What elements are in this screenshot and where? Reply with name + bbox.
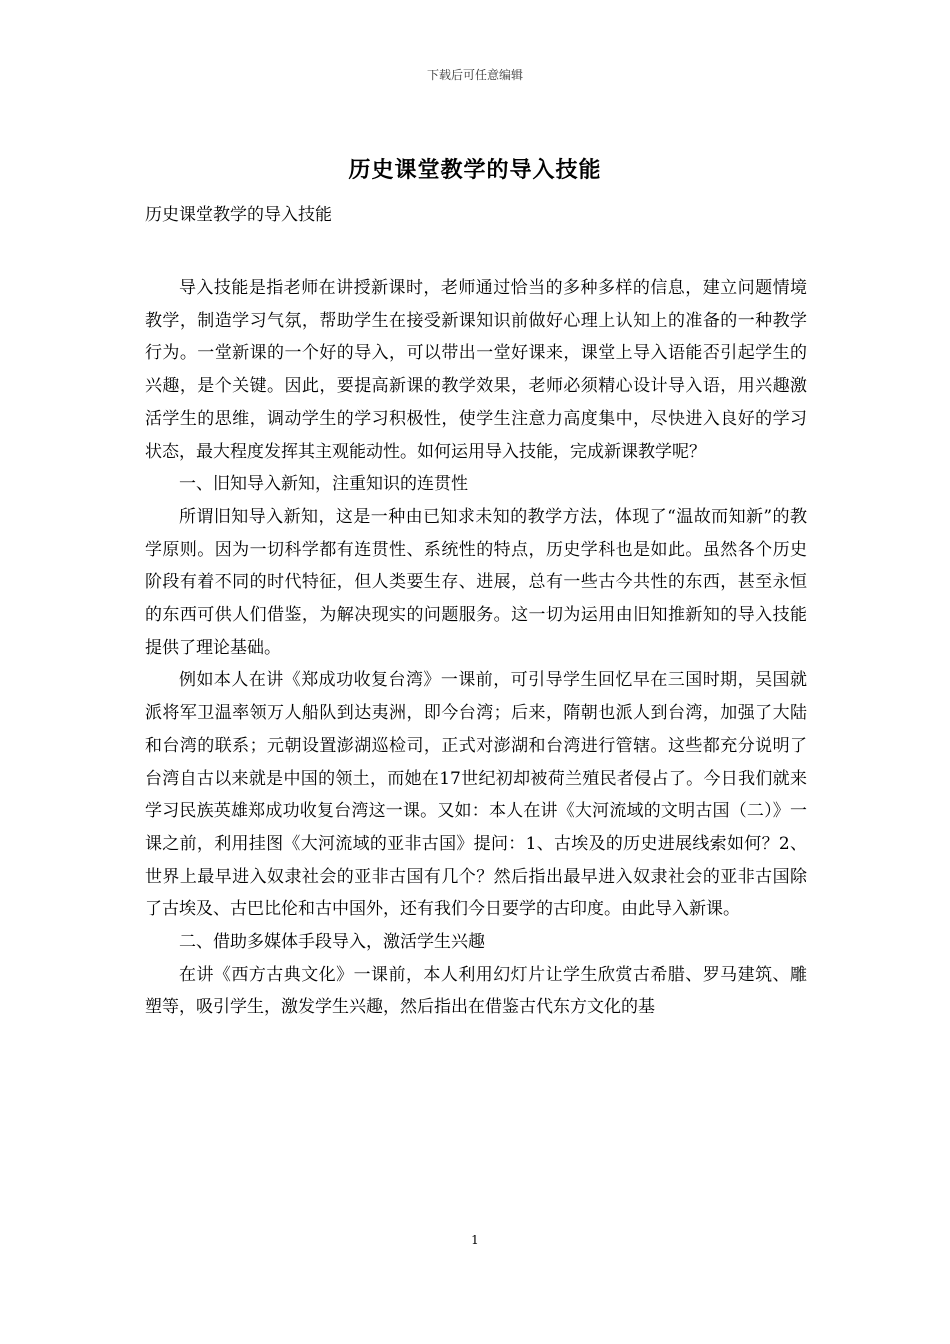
section-heading-2: 二、借助多媒体手段导入，激活学生兴趣 <box>179 932 485 953</box>
section-1-paragraph-1: 所谓旧知导入新知，这是一种由已知求未知的教学方法，体现了“温故而知新”的教学原则。因为一切科学都有连贯性、系统性的特点，历史学科也是如此。虽然各个历史阶段有着不同的时代特征，但人类要生存、进展，总有一些古今共性的东西，甚至永恒的东西可供人们借鉴，为解决现实的问题服务。这一切为运用由旧知推新知的导入技能提供了理论基础。 <box>145 506 807 658</box>
page-number: 1 <box>471 1233 479 1247</box>
section-1-paragraph-2: 例如本人在讲《郑成功收复台湾》一课前，可引导学生回忆早在三国时期，吴国就派将军卫温率领万人船队到达夷洲，即今台湾；后来，隋朝也派人到台湾，加强了大陆和台湾的联系；元朝设置澎湖巡检司，正式对澎湖和台湾进行管辖。这些都充分说明了台湾自古以来就是中国的领土，而她在17世纪初却被荷兰殖民者侵占了。今日我们就来学习民族英雄郑成功收复台湾这一课。又如：本人在讲《大河流域的文明古国（二）》一课之前，利用挂图《大河流域的亚非古国》提问：1、古埃及的历史进展线索如何？2、世界上最早进入奴隶社会的亚非古国有几个？然后指出最早进入奴隶社会的亚非古国除了古埃及、古巴比伦和古中国外，还有我们今日要学的古印度。由此导入新课。 <box>145 670 807 920</box>
intro-paragraph: 导入技能是指老师在讲授新课时，老师通过恰当的多种多样的信息，建立问题情境教学，制造学习气氛，帮助学生在接受新课知识前做好心理上认知上的准备的一种教学行为。一堂新课的一个好的导入，可以带出一堂好课来，课堂上导入语能否引起学生的兴趣，是个关键。因此，要提高新课的教学效果，老师必须精心设计导入语，用兴趣激活学生的思维，调动学生的学习积极性，使学生注意力高度集中，尽快进入良好的学习状态，最大程度发挥其主观能动性。如何运用导入技能，完成新课教学呢？ <box>145 278 807 462</box>
document-title: 历史课堂教学的导入技能 <box>348 157 602 183</box>
section-heading-1: 一、旧知导入新知，注重知识的连贯性 <box>179 474 468 495</box>
section-2-paragraph-1: 在讲《西方古典文化》一课前，本人利用幻灯片让学生欣赏古希腊、罗马建筑、雕塑等，吸引学生，激发学生兴趣，然后指出在借鉴古代东方文化的基 <box>145 964 807 1018</box>
document-body <box>145 272 807 1024</box>
page-header-note: 下载后可任意编辑 <box>426 68 523 82</box>
document-subtitle: 历史课堂教学的导入技能 <box>145 205 332 225</box>
